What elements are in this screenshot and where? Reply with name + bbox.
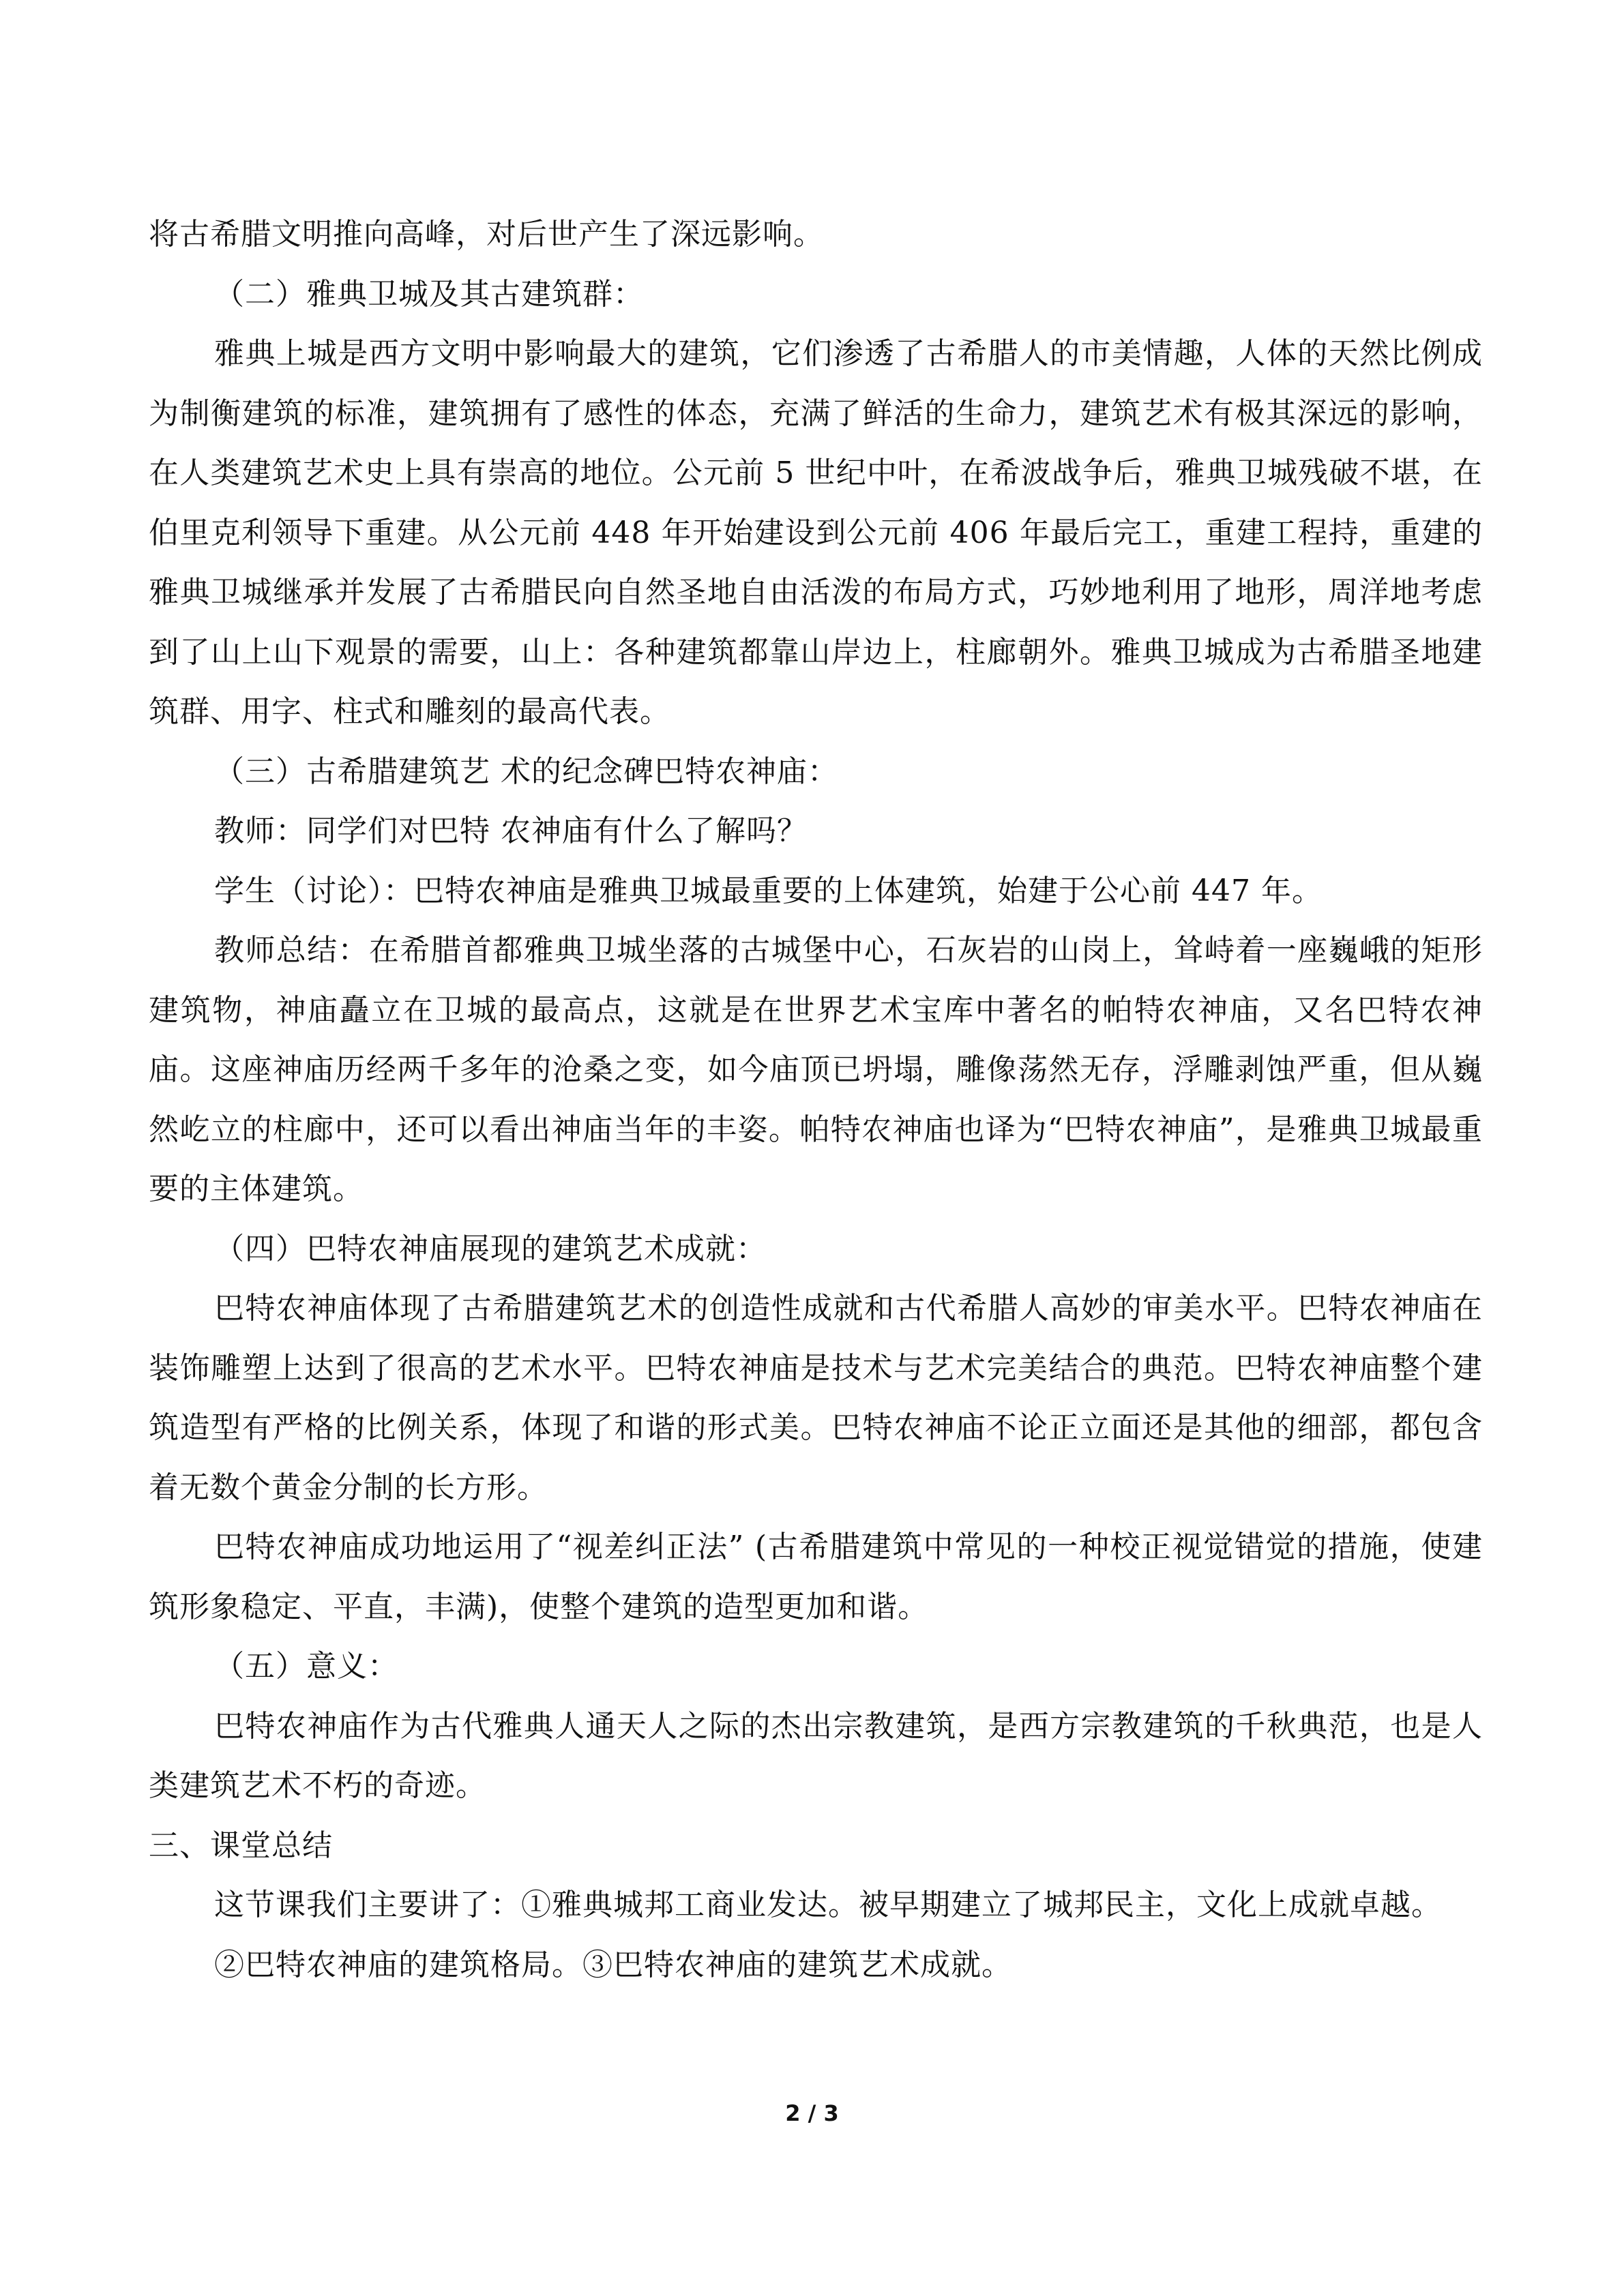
document-body: [149, 205, 1483, 1995]
paragraph-parallax-correction: 巴特农神庙成功地运用了“视差纠正法” (古希腊建筑中常见的一种校正视觉错觉的措施，使建筑形象稳定、平直，丰满)，使整个建筑的造型更加和谐。: [149, 1530, 1483, 1624]
paragraph-summary-points: 这节课我们主要讲了：①雅典城邦工商业发达。被早期建立了城邦民主，文化上成就卓越。: [214, 1888, 1442, 1922]
section-heading-parthenon: （三）古希腊建筑艺 术的纪念碑巴特农神庙：: [214, 754, 838, 789]
paragraph-continuation: 将古希腊文明推向高峰，对后世产生了深远影响。: [149, 217, 824, 252]
section-heading-significance: （五）意义：: [214, 1649, 398, 1684]
paragraph-student-discussion: 学生（讨论）：巴特农神庙是雅典卫城最重要的上体建筑，始建于公心前 447 年。: [214, 873, 1323, 908]
section-heading-acropolis: （二）雅典卫城及其古建筑群：: [214, 276, 644, 312]
paragraph-significance: 巴特农神庙作为古代雅典人通天人之际的杰出宗教建筑，是西方宗教建筑的千秋典范，也是人类建筑艺术不朽的奇迹。: [149, 1708, 1483, 1803]
paragraph-teacher-summary: 教师总结：在希腊首都雅典卫城坐落的古城堡中心，石灰岩的山岗上，耸峙着一座巍峨的矩形建筑物，神庙矗立在卫城的最高点，这就是在世界艺术宝库中著名的帕特农神庙，又名巴特农神庙。这座神庙历经两千多年的沧桑之变，如今庙顶已坍塌，雕像荡然无存，浮雕剥蚀严重，但从巍然屹立的柱廊中，还可以看出神庙当年的丰姿。帕特农神庙也译为“巴特农神庙”，是雅典卫城最重要的主体建筑。: [149, 933, 1483, 1206]
page-number: 2 / 3: [785, 2100, 839, 2126]
paragraph-summary-points-continued: ②巴特农神庙的建筑格局。③巴特农神庙的建筑艺术成就。: [214, 1947, 1012, 1982]
paragraph-achievements: 巴特农神庙体现了古希腊建筑艺术的创造性成就和古代希腊人高妙的审美水平。巴特农神庙在装饰雕塑上达到了很高的艺术水平。巴特农神庙是技术与艺术完美结合的典范。巴特农神庙整个建筑造型有严格的比例关系，体现了和谐的形式美。巴特农神庙不论正立面还是其他的细部，都包含着无数个黄金分制的长方形。: [149, 1291, 1483, 1505]
paragraph-teacher-question: 教师：同学们对巴特 农神庙有什么了解吗？: [214, 814, 808, 848]
section-heading-achievements: （四）巴特农神庙展现的建筑艺术成就：: [214, 1231, 767, 1266]
paragraph-acropolis: 雅典上城是西方文明中影响最大的建筑，它们渗透了古希腊人的市美情趣，人体的天然比例成为制衡建筑的标准，建筑拥有了感性的体态，充满了鲜活的生命力，建筑艺术有极其深远的影响，在人类建筑艺术史上具有崇高的地位。公元前 5 世纪中叶，在希波战争后，雅典卫城残破不堪，在伯里克利领导下重建。从公元前 448 年开始建设到公元前 406 年最后完工，重建工程持，重建的雅典卫城继承并发展了古希腊民向自然圣地自由活泼的布局方式，巧妙地利用了地形，周洋地考虑到了山上山下观景的需要，山上：各种建筑都靠山岸边上，柱廊朝外。雅典卫城成为古希腊圣地建筑群、用字、柱式和雕刻的最高代表。: [149, 336, 1483, 729]
section-heading-class-summary: 三、课堂总结: [149, 1828, 333, 1863]
